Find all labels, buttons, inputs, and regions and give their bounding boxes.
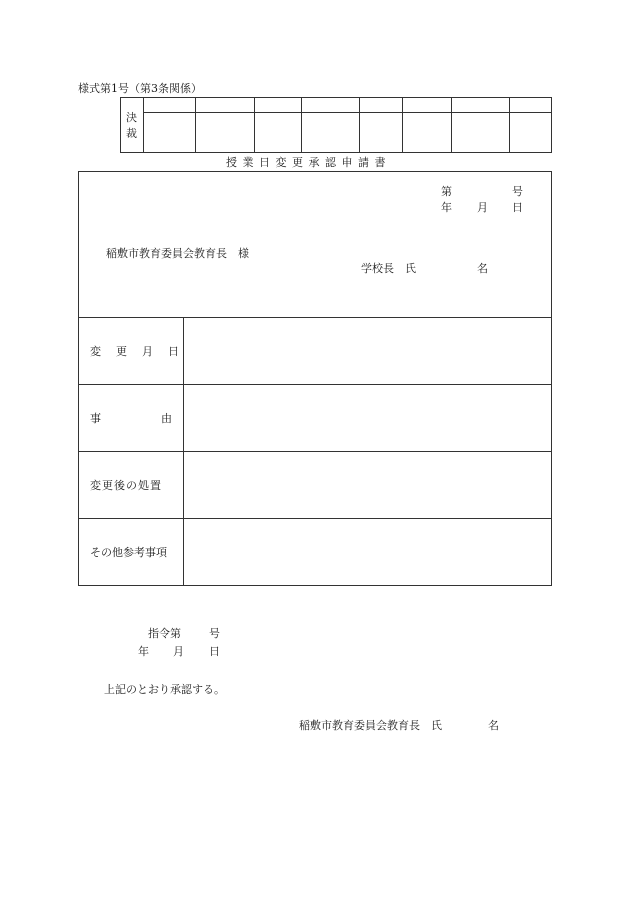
row-label-reason-left: 事 (90, 412, 101, 425)
principal-name-suffix: 名 (477, 262, 488, 275)
approval-date-month: 月 (173, 645, 184, 658)
approval-date-day: 日 (209, 645, 220, 658)
approval-signer: 稲敷市教育委員会教育長 氏 (299, 719, 442, 732)
form-title: 授 業 日 変 更 承 認 申 請 書 (226, 156, 387, 169)
principal-label: 学校長 氏 (361, 262, 416, 275)
application-date-year: 年 (441, 201, 452, 214)
row-label-reason-right: 由 (161, 412, 172, 425)
approval-label-2: 裁 (126, 127, 137, 140)
row-label-other-notes: その他参考事項 (90, 546, 167, 559)
application-form (78, 171, 552, 586)
form-number: 様式第1号（第3条関係） (78, 82, 202, 95)
row-label-post-change-action: 変更後の処置 (90, 479, 162, 492)
approval-statement: 上記のとおり承認する。 (104, 683, 225, 696)
approval-signer-name-suffix: 名 (488, 719, 499, 732)
directive-suffix: 号 (209, 627, 220, 640)
row-label-change-date: 変 更 月 日 (90, 345, 181, 358)
approval-date-year: 年 (138, 645, 149, 658)
addressee: 稲敷市教育委員会教育長 様 (106, 247, 249, 260)
approval-label-1: 決 (126, 111, 137, 124)
application-date-month: 月 (477, 201, 488, 214)
application-date-day: 日 (512, 201, 523, 214)
application-number-prefix: 第 (441, 185, 452, 198)
directive-label: 指令第 (148, 627, 181, 640)
application-number-suffix: 号 (512, 185, 523, 198)
